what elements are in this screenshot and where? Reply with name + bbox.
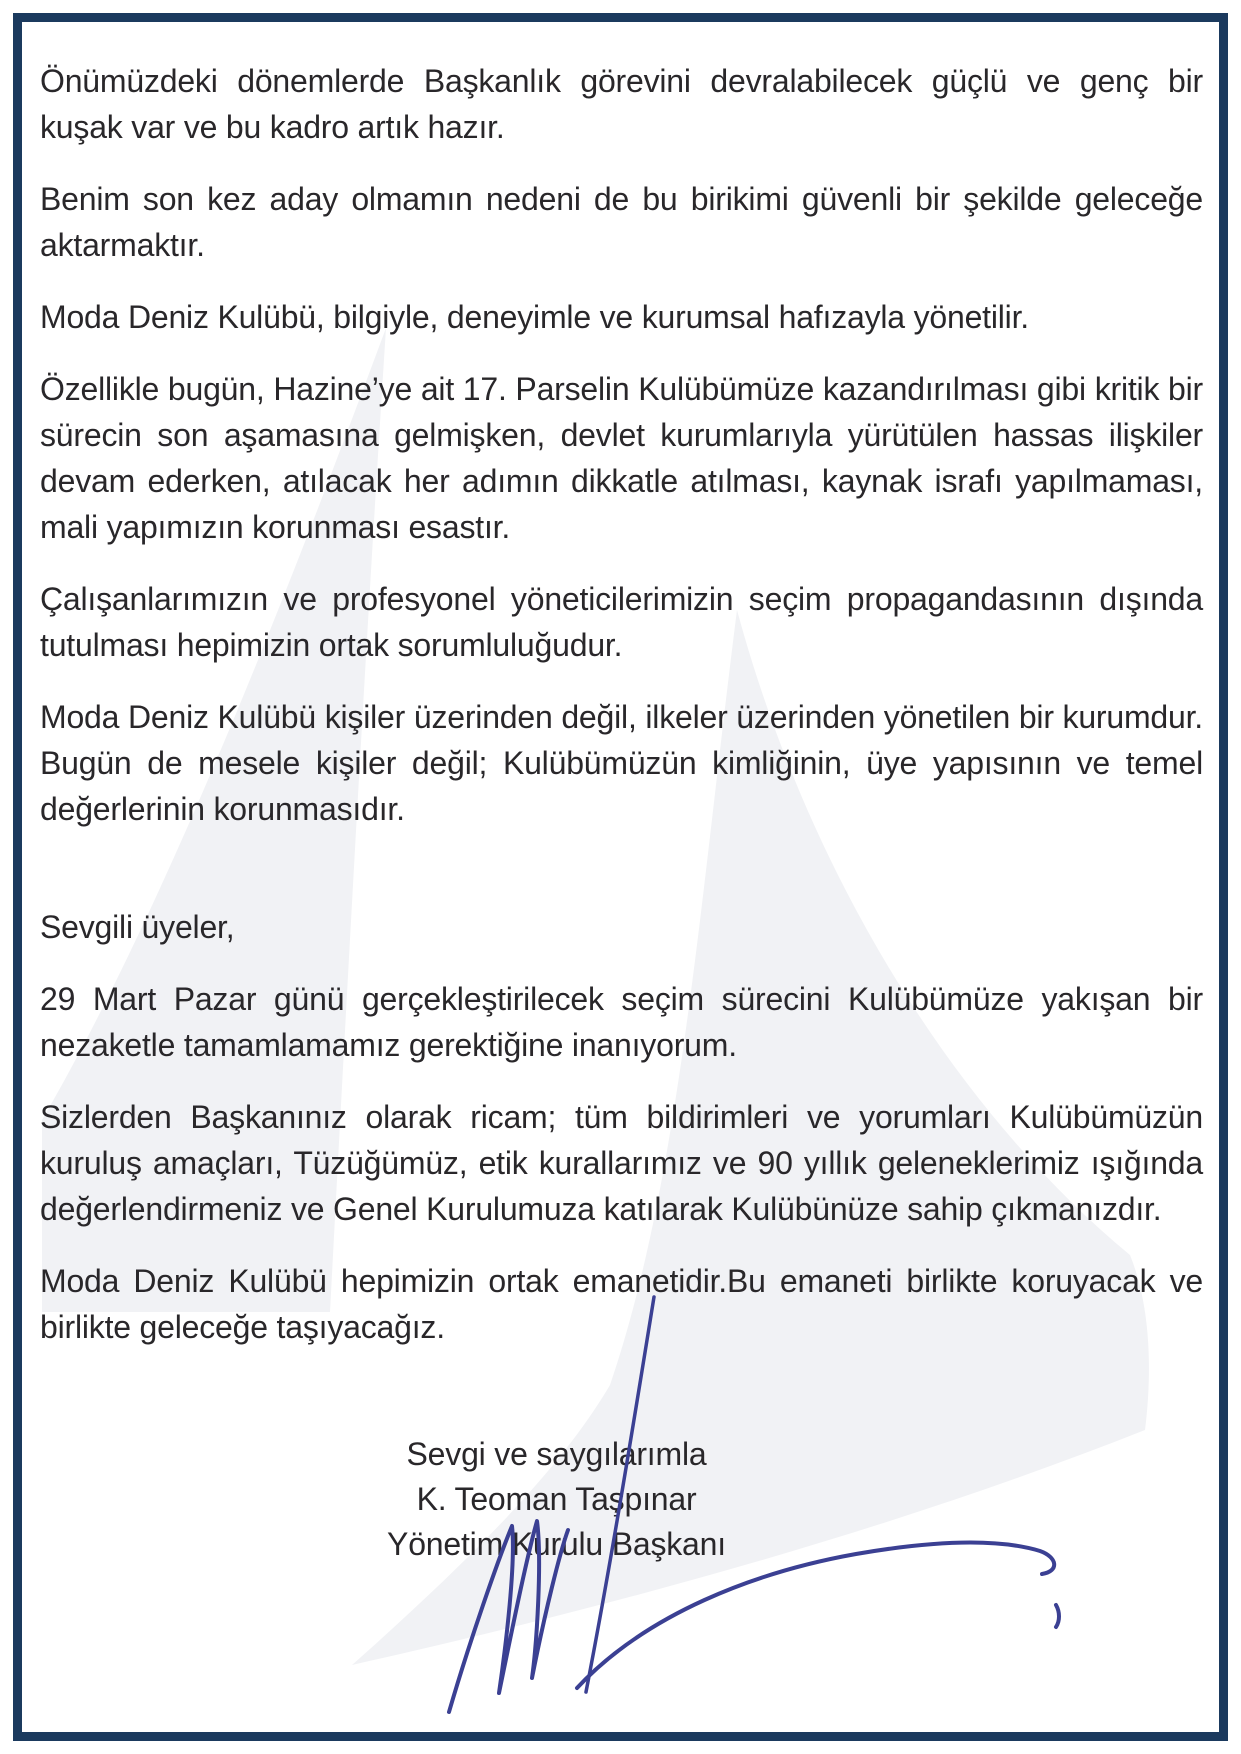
- paragraph: Moda Deniz Kulübü hepimizin ortak emanetidir.Bu emaneti birlikte koruyacak ve birlikte geleceğe taşıyacağız.: [40, 1263, 1203, 1345]
- signoff-block: [40, 1432, 1073, 1567]
- letter-body: [40, 58, 1203, 1567]
- signoff-closing: Sevgi ve saygılarımla: [406, 1436, 707, 1472]
- paragraph: Moda Deniz Kulübü, bilgiyle, deneyimle ve kurumsal hafızayla yönetilir.: [40, 299, 1029, 335]
- signoff-title: Yönetim Kurulu Başkanı: [387, 1526, 726, 1562]
- paragraph: Moda Deniz Kulübü kişiler üzerinden değil, ilkeler üzerinden yönetilen bir kurumdur. Bugün de mesele kişiler değil; Kulübümüzün kimliğinin, üye yapısının ve temel değerlerinin korunmasıdır.: [40, 699, 1203, 827]
- paragraph: Özellikle bugün, Hazine’ye ait 17. Parselin Kulübümüze kazandırılması gibi kritik bir sürecin son aşamasına gelmişken, devlet kurumlarıyla yürütülen hassas ilişkiler devam ederken, atılacak her adımın dikkatle atılması, kaynak israfı yapılmaması, mali yapımızın korunması esastır.: [40, 371, 1203, 545]
- paragraph: Benim son kez aday olmamın nedeni de bu birikimi güvenli bir şekilde geleceğe aktarmaktır.: [40, 181, 1203, 263]
- salutation: Sevgili üyeler,: [40, 909, 235, 945]
- paragraph: Sizlerden Başkanınız olarak ricam; tüm bildirimleri ve yorumları Kulübümüzün kuruluş amaçları, Tüzüğümüz, etik kurallarımız ve 90 yıllık geleneklerimiz ışığında değerlendirmeniz ve Genel Kurulumuza katılarak Kulübünüze sahip çıkmanızdır.: [40, 1099, 1203, 1227]
- paragraph: Önümüzdeki dönemlerde Başkanlık görevini devralabilecek güçlü ve genç bir kuşak var ve bu kadro artık hazır.: [40, 63, 1203, 145]
- signoff-name: K. Teoman Taşpınar: [416, 1481, 697, 1517]
- paragraph: Çalışanlarımızın ve profesyonel yöneticilerimizin seçim propagandasının dışında tutulması hepimizin ortak sorumluluğudur.: [40, 581, 1203, 663]
- paragraph: 29 Mart Pazar günü gerçekleştirilecek seçim sürecini Kulübümüze yakışan bir nezaketle tamamlamamız gerektiğine inanıyorum.: [40, 981, 1203, 1063]
